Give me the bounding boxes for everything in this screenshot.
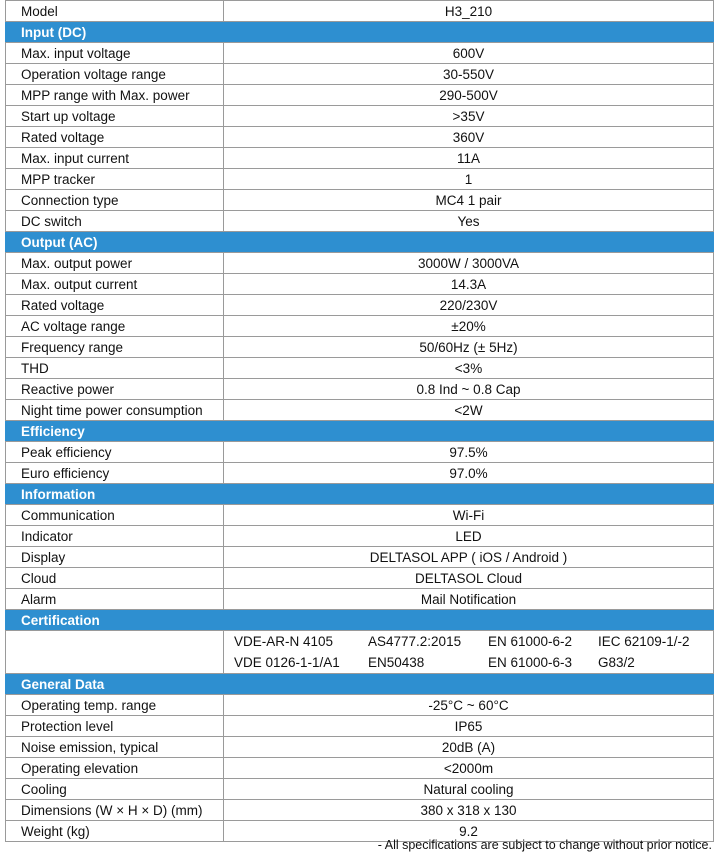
section-title: Input (DC)	[6, 22, 714, 43]
section-title: General Data	[6, 674, 714, 695]
certification-row	[6, 631, 714, 674]
row-label: THD	[6, 358, 224, 379]
row-value: 3000W / 3000VA	[224, 253, 714, 274]
spec-row	[6, 295, 714, 316]
row-label: Euro efficiency	[6, 463, 224, 484]
row-label: Display	[6, 547, 224, 568]
row-value: ±20%	[224, 316, 714, 337]
row-value: IP65	[224, 716, 714, 737]
section-header-output_ac	[6, 232, 714, 253]
row-value: Natural cooling	[224, 779, 714, 800]
certification-item: G83/2	[598, 655, 635, 670]
row-label: Cooling	[6, 779, 224, 800]
section-header-general	[6, 674, 714, 695]
row-label: Model	[6, 1, 224, 22]
row-label: Noise emission, typical	[6, 737, 224, 758]
spec-row	[6, 127, 714, 148]
spec-row	[6, 442, 714, 463]
spec-row	[6, 737, 714, 758]
row-label: Frequency range	[6, 337, 224, 358]
row-value: Yes	[224, 211, 714, 232]
certification-label-cell	[6, 631, 224, 674]
row-label: Night time power consumption	[6, 400, 224, 421]
row-value: DELTASOL APP ( iOS / Android )	[224, 547, 714, 568]
spec-row	[6, 779, 714, 800]
section-title: Information	[6, 484, 714, 505]
row-label: Max. output power	[6, 253, 224, 274]
row-value: 20dB (A)	[224, 737, 714, 758]
row-label: Max. input current	[6, 148, 224, 169]
row-label: Dimensions (W × H × D) (mm)	[6, 800, 224, 821]
row-value: 30-550V	[224, 64, 714, 85]
row-label: Weight (kg)	[6, 821, 224, 842]
row-value: Mail Notification	[224, 589, 714, 610]
row-value: 360V	[224, 127, 714, 148]
spec-row	[6, 758, 714, 779]
row-value: H3_210	[224, 1, 714, 22]
certification-item: EN 61000-6-2	[488, 634, 573, 649]
section-title: Certification	[6, 610, 714, 631]
row-label: Cloud	[6, 568, 224, 589]
spec-row	[6, 316, 714, 337]
row-label: Operating temp. range	[6, 695, 224, 716]
row-label: Max. output current	[6, 274, 224, 295]
certification-item: VDE-AR-N 4105	[234, 634, 334, 649]
spec-row	[6, 400, 714, 421]
spec-row	[6, 148, 714, 169]
spec-table	[5, 0, 714, 842]
section-header-certification	[6, 610, 714, 631]
row-label: Peak efficiency	[6, 442, 224, 463]
row-value: LED	[224, 526, 714, 547]
row-label: Rated voltage	[6, 295, 224, 316]
spec-row	[6, 547, 714, 568]
spec-row	[6, 800, 714, 821]
spec-row	[6, 589, 714, 610]
certification-item: AS4777.2:2015	[368, 634, 462, 649]
certification-item: IEC 62109-1/-2	[598, 634, 690, 649]
row-value: 14.3A	[224, 274, 714, 295]
row-value: 50/60Hz (± 5Hz)	[224, 337, 714, 358]
footnote: - All specifications are subject to change without prior notice.	[377, 838, 712, 852]
section-title: Efficiency	[6, 421, 714, 442]
row-label: Communication	[6, 505, 224, 526]
row-value: Wi-Fi	[224, 505, 714, 526]
row-value: 600V	[224, 43, 714, 64]
row-value: 380 x 318 x 130	[224, 800, 714, 821]
row-label: MPP tracker	[6, 169, 224, 190]
row-label: MPP range with Max. power	[6, 85, 224, 106]
spec-row	[6, 526, 714, 547]
certification-item: EN50438	[368, 655, 425, 670]
spec-row	[6, 505, 714, 526]
row-value: >35V	[224, 106, 714, 127]
row-value: 290-500V	[224, 85, 714, 106]
row-value: <2W	[224, 400, 714, 421]
certification-item: EN 61000-6-3	[488, 655, 573, 670]
spec-row	[6, 253, 714, 274]
model-row	[6, 1, 714, 22]
row-value: 9.2	[224, 821, 714, 842]
row-value: <3%	[224, 358, 714, 379]
spec-row	[6, 64, 714, 85]
row-label: DC switch	[6, 211, 224, 232]
spec-row	[6, 695, 714, 716]
row-value: 97.0%	[224, 463, 714, 484]
certification-list	[224, 631, 714, 674]
row-value: DELTASOL Cloud	[224, 568, 714, 589]
row-value: 0.8 Ind ~ 0.8 Cap	[224, 379, 714, 400]
spec-row	[6, 379, 714, 400]
row-label: Indicator	[6, 526, 224, 547]
row-value: 97.5%	[224, 442, 714, 463]
spec-row	[6, 106, 714, 127]
row-value: MC4 1 pair	[224, 190, 714, 211]
row-value: 1	[224, 169, 714, 190]
row-value: 220/230V	[224, 295, 714, 316]
spec-row	[6, 211, 714, 232]
spec-row	[6, 716, 714, 737]
row-label: Protection level	[6, 716, 224, 737]
row-label: Operating elevation	[6, 758, 224, 779]
row-value: 11A	[224, 148, 714, 169]
spec-row	[6, 43, 714, 64]
row-value: <2000m	[224, 758, 714, 779]
spec-row	[6, 190, 714, 211]
spec-row	[6, 274, 714, 295]
section-header-input_dc	[6, 22, 714, 43]
spec-row	[6, 463, 714, 484]
section-header-information	[6, 484, 714, 505]
spec-row	[6, 337, 714, 358]
spec-row	[6, 358, 714, 379]
row-label: Alarm	[6, 589, 224, 610]
row-label: AC voltage range	[6, 316, 224, 337]
row-value: -25°C ~ 60°C	[224, 695, 714, 716]
certification-item: VDE 0126-1-1/A1	[234, 655, 340, 670]
row-label: Start up voltage	[6, 106, 224, 127]
row-label: Connection type	[6, 190, 224, 211]
row-label: Reactive power	[6, 379, 224, 400]
spec-row	[6, 568, 714, 589]
section-title: Output (AC)	[6, 232, 714, 253]
row-label: Rated voltage	[6, 127, 224, 148]
row-label: Max. input voltage	[6, 43, 224, 64]
spec-row	[6, 85, 714, 106]
spec-row	[6, 169, 714, 190]
section-header-efficiency	[6, 421, 714, 442]
row-label: Operation voltage range	[6, 64, 224, 85]
